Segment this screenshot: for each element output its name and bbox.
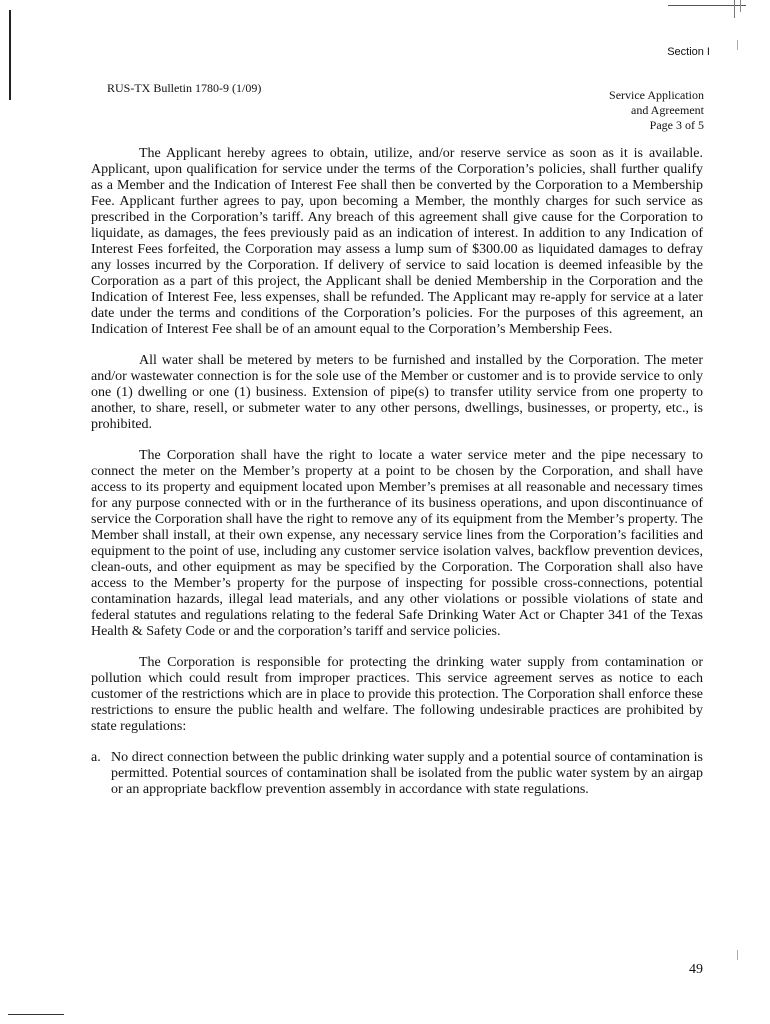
scan-top-tick [734, 0, 735, 18]
scan-edge-mark [737, 40, 738, 50]
bulletin-reference: RUS-TX Bulletin 1780-9 (1/09) [107, 81, 262, 95]
section-label: Section I [667, 46, 710, 58]
list-item [91, 750, 703, 798]
list-item-marker: a. [91, 750, 101, 765]
page-number: 49 [689, 962, 703, 977]
paragraph-indication-of-interest: The Applicant hereby agrees to obtain, utilize, and/or reserve service as soon as it is available. Applicant, upon qualification for service under the terms of the Corporation’s policies, shall further qualify as a Member and the Indication of Interest Fee shall then be converted by the Corporation to a Membership Fee. Applicant further agrees to pay, upon becoming a Member, the monthly charges for such service as prescribed in the Corporation’s tariff. Any breach of this agreement shall give cause for the Corporation to liquidate, as damages, the fees previously paid as an indication of interest. In addition to any Indication of Interest Fees forfeited, the Corporation may assess a lump sum of $300.00 as liquidated damages to defray any losses incurred by the Corporation. If delivery of service to said location is deemed infeasible by the Corporation as a part of this project, the Applicant shall be denied Membership in the Corporation and the Indication of Interest Fee, less expenses, shall be refunded. The Applicant may re-apply for service at a later date under the terms and conditions of the Corporation’s policies. For the purposes of this agreement, an Indication of Interest Fee shall be of an amount equal to the Corporation’s Membership Fees. [91, 146, 703, 337]
scan-edge-mark [737, 950, 738, 960]
paragraph-property-access: The Corporation shall have the right to locate a water service meter and the pipe necessary to connect the meter on the Member’s property at a point to be chosen by the Corporation, and shall have access to its property and equipment located upon Member’s premises at all reasonable and necessary times for any purpose connected with or in the furtherance of its business operations, and upon discontinuance of service the Corporation shall have the right to remove any of its equipment from the Member’s property. The Member shall install, at their own expense, any necessary service lines from the Corporation’s facilities and equipment to the point of use, including any customer service isolation valves, backflow prevention devices, clean-outs, and other equipment as may be specified by the Corporation. The Corporation shall also have access to the Member’s property for the purpose of inspecting for possible cross-connections, potential contamination hazards, illegal lead materials, and any other violations or possible violations of state and federal statutes and regulations relating to the federal Safe Drinking Water Act or Chapter 341 of the Texas Health & Safety Code or and the corporation’s tariff and service policies. [91, 448, 703, 639]
scan-top-tick-secondary [740, 0, 741, 12]
scan-bottom-line [8, 1014, 64, 1015]
document-title-block [609, 88, 704, 133]
scan-left-margin-line [9, 10, 11, 100]
list-item-text: No direct connection between the public drinking water supply and a potential source of contamination is permitted. Potential sources of contamination shall be isolated from the public water system by an airgap or an appropriate backflow prevention assembly in accordance with state regulations. [111, 750, 703, 797]
document-title-line: Service Application [609, 88, 704, 102]
document-title-line: and Agreement [631, 103, 704, 117]
paragraph-metering: All water shall be metered by meters to be furnished and installed by the Corporation. The meter and/or wastewater connection is for the sole use of the Member or customer and is to provide service to only one (1) dwelling or one (1) business. Extension of pipe(s) to transfer utility service from one property to another, to share, resell, or submeter water to any other persons, dwellings, businesses, or property, etc., is prohibited. [91, 353, 703, 432]
page-indicator: Page 3 of 5 [649, 118, 704, 132]
paragraph-contamination-protection: The Corporation is responsible for protecting the drinking water supply from contamination or pollution which could result from improper practices. This service agreement serves as notice to each customer of the restrictions which are in place to provide this protection. The Corporation shall enforce these restrictions to ensure the public health and welfare. The following undesirable practices are prohibited by state regulations: [91, 655, 703, 734]
agreement-body [91, 146, 703, 798]
